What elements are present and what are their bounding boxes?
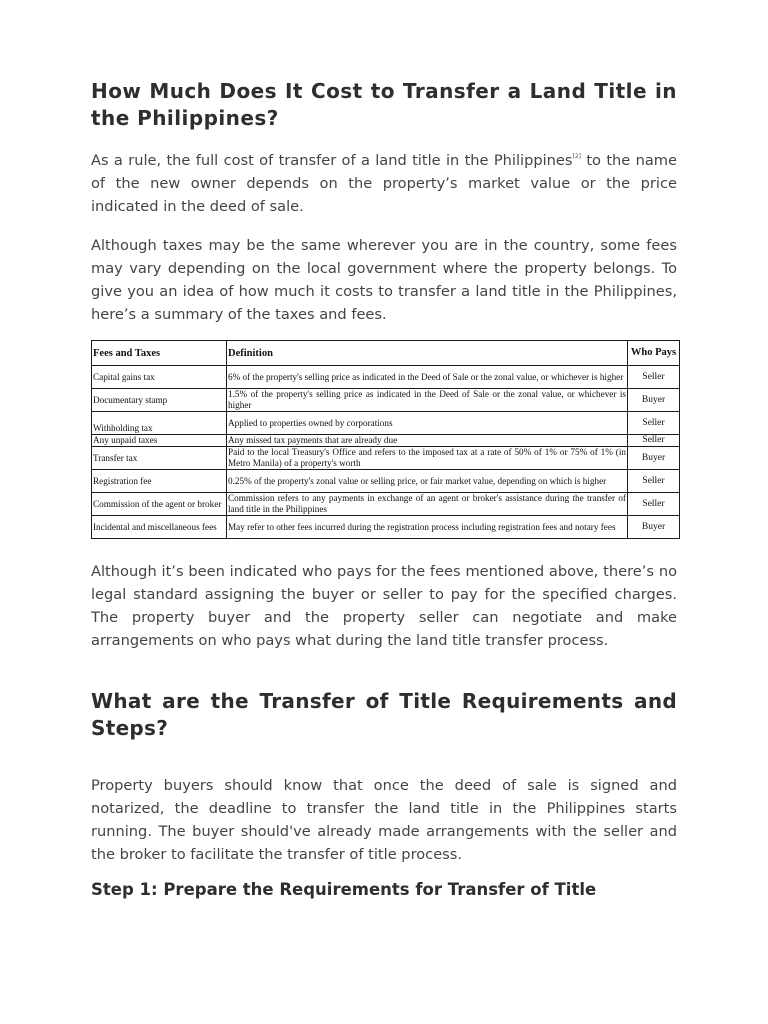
fee-definition: May refer to other fees incurred during the registration process including registration fees and notary fees [227, 516, 628, 539]
who-pays: Seller [628, 493, 680, 516]
header-definition: Definition [227, 341, 628, 366]
fee-name: Registration fee [92, 470, 227, 493]
table-row [92, 493, 680, 516]
table-row [92, 516, 680, 539]
fees-table [91, 340, 680, 539]
who-pays: Seller [628, 366, 680, 389]
fee-name: Incidental and miscellaneous fees [92, 516, 227, 539]
article-heading-requirements: What are the Transfer of Title Requirements and Steps? [91, 689, 677, 740]
fee-definition: Any missed tax payments that are already due [227, 435, 628, 447]
table-row [92, 366, 680, 389]
who-pays: Seller [628, 435, 680, 447]
fee-definition: Applied to properties owned by corporations [227, 412, 628, 435]
table-row [92, 470, 680, 493]
fee-name: Transfer tax [92, 447, 227, 470]
table-header-row [92, 341, 680, 366]
fee-definition: 0.25% of the property's zonal value or selling price, or fair market value, depending on which is higher [227, 470, 628, 493]
who-pays: Seller [628, 412, 680, 435]
who-pays: Seller [628, 470, 680, 493]
fee-name: Any unpaid taxes [92, 435, 227, 447]
table-row [92, 435, 680, 447]
deed-of-sale-paragraph: Property buyers should know that once the deed of sale is signed and notarized, the deadline to transfer the land title in the Philippines starts running. The buyer should've already made arrangements with the seller and the broker to facilitate the transfer of title process. [91, 777, 677, 863]
article-heading-cost: How Much Does It Cost to Transfer a Land Title in the Philippines? [91, 79, 677, 130]
step-1-heading: Step 1: Prepare the Requirements for Transfer of Title [91, 880, 597, 899]
fee-name: Capital gains tax [92, 366, 227, 389]
fee-name: Withholding tax [92, 412, 227, 435]
fee-definition: Commission refers to any payments in exchange of an agent or broker's assistance during the transfer of land title in the Philippines [228, 493, 626, 514]
table-row [92, 447, 680, 470]
fee-definition: 6% of the property's selling price as indicated in the Deed of Sale or the zonal value, or whichever is higher [227, 366, 628, 389]
fee-definition: 1.5% of the property's selling price as indicated in the Deed of Sale or the zonal value, or whichever is higher [228, 389, 626, 410]
citation-link[interactable]: [2] [572, 153, 581, 160]
intro-text-continued: to the name of the new owner depends on the property’s market value or the price indicated in the deed of sale. [91, 152, 677, 215]
intro-paragraph [91, 149, 677, 218]
who-pays: Buyer [628, 389, 680, 412]
fee-name: Documentary stamp [92, 389, 227, 412]
fee-name: Commission of the agent or broker [92, 493, 227, 516]
table-row [92, 412, 680, 435]
fee-definition: Paid to the local Treasury's Office and refers to the imposed tax at a rate of 50% of 1% or 75% of 1% (in Metro Manila) of a property's worth [228, 447, 626, 468]
who-pays-paragraph: Although it’s been indicated who pays for the fees mentioned above, there’s no legal standard assigning the buyer or seller to pay for the specified charges. The property buyer and the property seller can negotiate and make arrangements on who pays what during the land title transfer process. [91, 563, 677, 649]
intro-text: As a rule, the full cost of transfer of a land title in the Philippines [91, 152, 573, 169]
taxes-summary-paragraph: Although taxes may be the same wherever you are in the country, some fees may vary depending on the local government where the property belongs. To give you an idea of how much it costs to transfer a land title in the Philippines, here’s a summary of the taxes and fees. [91, 237, 677, 323]
table-row [92, 389, 680, 412]
who-pays: Buyer [628, 447, 680, 470]
header-who-pays: Who Pays [628, 341, 680, 366]
header-fees-and-taxes: Fees and Taxes [92, 341, 227, 366]
who-pays: Buyer [628, 516, 680, 539]
